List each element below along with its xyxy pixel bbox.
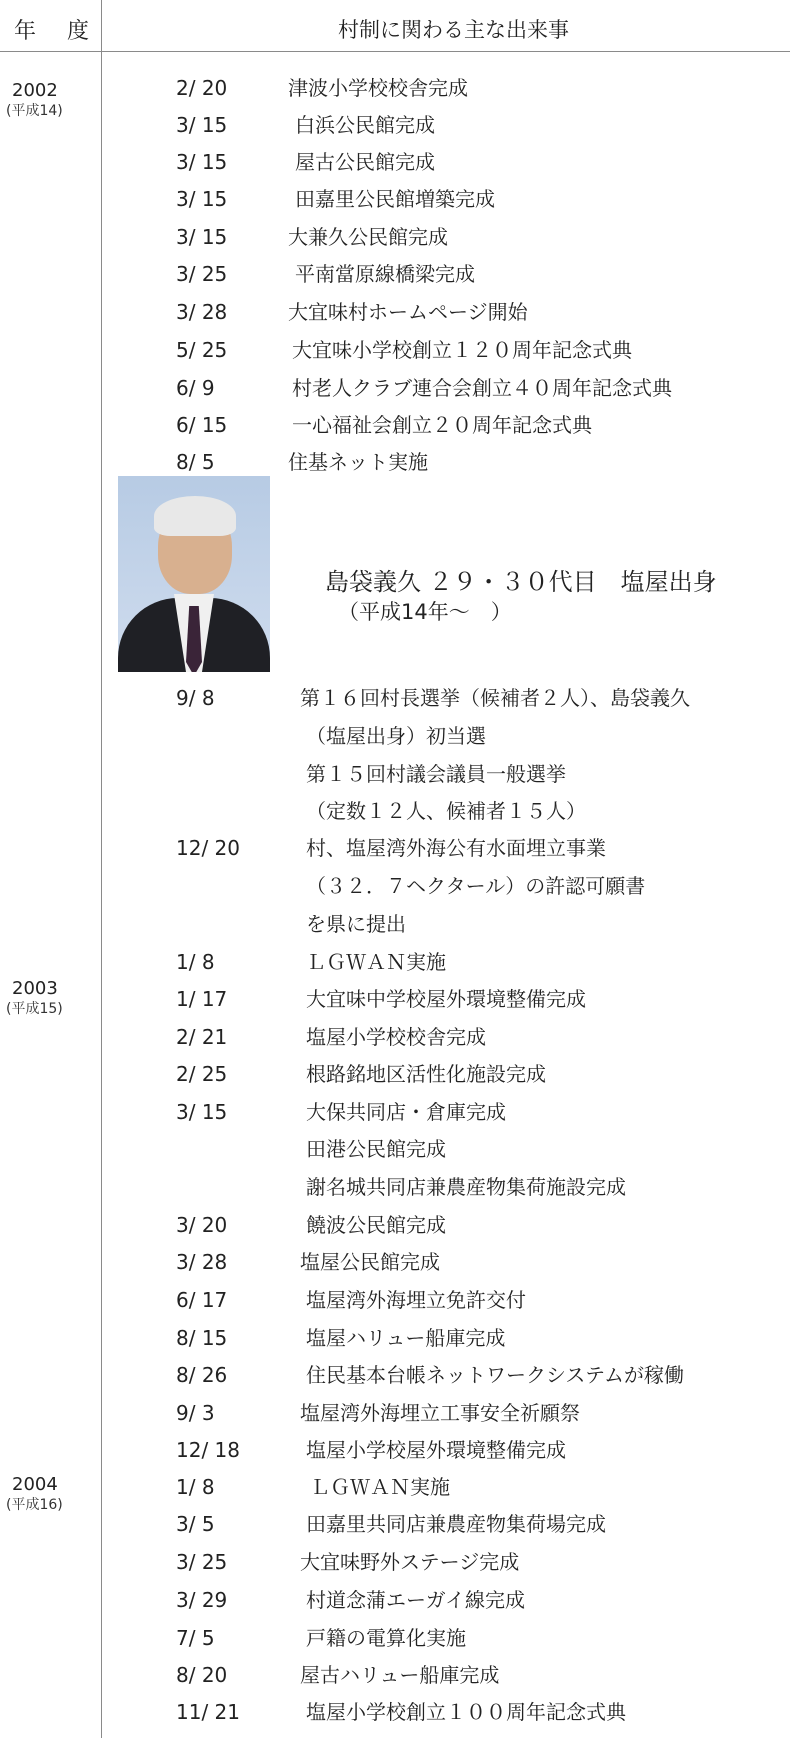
event-text: 屋古公民館完成: [295, 150, 435, 174]
event-text: 住民基本台帳ネットワークシステムが稼働: [306, 1363, 684, 1387]
event-date: 8/ 20: [176, 1663, 228, 1687]
event-date: 8/ 5: [176, 450, 215, 474]
event-date: 7/ 5: [176, 1626, 215, 1650]
mayor-term: （平成14年～ ）: [338, 600, 512, 624]
year-2004: 2004: [12, 1474, 58, 1495]
event-date: 8/ 15: [176, 1326, 228, 1350]
event-date: 2/ 25: [176, 1062, 228, 1086]
event-text: 大宜味村ホームページ開始: [288, 300, 528, 324]
event-text: 大宜味中学校屋外環境整備完成: [306, 987, 586, 1011]
event-text: 津波小学校校舎完成: [288, 76, 468, 100]
event-text: 一心福祉会創立２０周年記念式典: [292, 413, 592, 437]
event-date: 3/ 29: [176, 1588, 228, 1612]
event-text: 塩屋小学校校舎完成: [306, 1025, 486, 1049]
year-2002: 2002: [12, 80, 58, 101]
event-date: 2/ 21: [176, 1025, 228, 1049]
event-text: 住基ネット実施: [288, 450, 428, 474]
event-text: ＬＧＷＡＮ実施: [310, 1475, 450, 1499]
event-date: 3/ 15: [176, 1100, 228, 1124]
event-text: 塩屋小学校創立１００周年記念式典: [306, 1700, 626, 1724]
event-date: 9/ 8: [176, 686, 215, 710]
column-divider: [101, 0, 102, 1738]
event-text: 塩屋小学校屋外環境整備完成: [306, 1438, 566, 1462]
event-date: 3/ 15: [176, 187, 228, 211]
event-date: 3/ 15: [176, 150, 228, 174]
event-date: 3/ 15: [176, 113, 228, 137]
event-text: 大兼久公民館完成: [288, 225, 448, 249]
event-text: 塩屋湾外海埋立工事安全祈願祭: [300, 1401, 580, 1425]
event-text: 塩屋ハリュー船庫完成: [306, 1326, 506, 1350]
event-date: 9/ 3: [176, 1401, 215, 1425]
event-date: 1/ 8: [176, 1475, 215, 1499]
event-date: 3/ 25: [176, 1550, 228, 1574]
event-text: 第１６回村長選挙（候補者２人）、島袋義久: [300, 686, 690, 710]
event-text: 村、塩屋湾外海公有水面埋立事業: [306, 836, 606, 860]
event-date: 8/ 26: [176, 1363, 228, 1387]
event-text: （塩屋出身）初当選: [306, 724, 486, 748]
event-text: 田嘉里共同店兼農産物集荷場完成: [306, 1512, 606, 1536]
event-text: （定数１２人、候補者１５人）: [306, 799, 586, 823]
event-date: 6/ 9: [176, 376, 215, 400]
event-text: 田港公民館完成: [306, 1137, 446, 1161]
era-2004: (平成16): [6, 1497, 63, 1513]
event-date: 6/ 15: [176, 413, 228, 437]
event-date: 1/ 17: [176, 987, 228, 1011]
header-year: 年 度: [14, 19, 101, 44]
era-2003: (平成15): [6, 1001, 63, 1017]
event-text: 根路銘地区活性化施設完成: [306, 1062, 546, 1086]
event-date: 5/ 25: [176, 338, 228, 362]
event-text: 村道念蒲エーガイ線完成: [306, 1588, 525, 1612]
event-text: を県に提出: [306, 912, 406, 936]
event-date: 3/ 28: [176, 1250, 228, 1274]
event-text: 平南當原線橋梁完成: [295, 262, 475, 286]
mayor-name: 島袋義久 ２９・３０代目 塩屋出身: [325, 568, 717, 596]
event-text: （３２．７ヘクタール）の許認可願書: [306, 874, 646, 898]
year-2003: 2003: [12, 978, 58, 999]
event-date: 11/ 21: [176, 1700, 240, 1724]
event-date: 3/ 5: [176, 1512, 215, 1536]
event-text: 塩屋湾外海埋立免許交付: [306, 1288, 526, 1312]
event-date: 3/ 20: [176, 1213, 228, 1237]
event-date: 12/ 20: [176, 836, 240, 860]
event-text: 大宜味小学校創立１２０周年記念式典: [292, 338, 632, 362]
event-date: 1/ 8: [176, 950, 215, 974]
event-text: 田嘉里公民館増築完成: [295, 187, 495, 211]
era-2002: (平成14): [6, 103, 63, 119]
event-text: 大宜味野外ステージ完成: [300, 1550, 520, 1574]
event-date: 3/ 15: [176, 225, 228, 249]
header-title: 村制に関わる主な出来事: [338, 18, 569, 42]
mayor-photo: [118, 476, 270, 672]
event-date: 3/ 28: [176, 300, 228, 324]
event-text: 屋古ハリュー船庫完成: [300, 1663, 500, 1687]
event-text: 第１５回村議会議員一般選挙: [306, 762, 566, 786]
event-date: 3/ 25: [176, 262, 228, 286]
event-text: 饒波公民館完成: [306, 1213, 446, 1237]
event-text: 白浜公民館完成: [295, 113, 435, 137]
event-date: 12/ 18: [176, 1438, 240, 1462]
event-text: ＬＧＷＡＮ実施: [306, 950, 446, 974]
event-text: 謝名城共同店兼農産物集荷施設完成: [306, 1175, 626, 1199]
event-date: 6/ 17: [176, 1288, 228, 1312]
event-date: 2/ 20: [176, 76, 228, 100]
event-text: 大保共同店・倉庫完成: [306, 1100, 506, 1124]
event-text: 戸籍の電算化実施: [306, 1626, 466, 1650]
event-text: 村老人クラブ連合会創立４０周年記念式典: [292, 376, 672, 400]
header-divider: [0, 51, 790, 52]
event-text: 塩屋公民館完成: [300, 1250, 440, 1274]
